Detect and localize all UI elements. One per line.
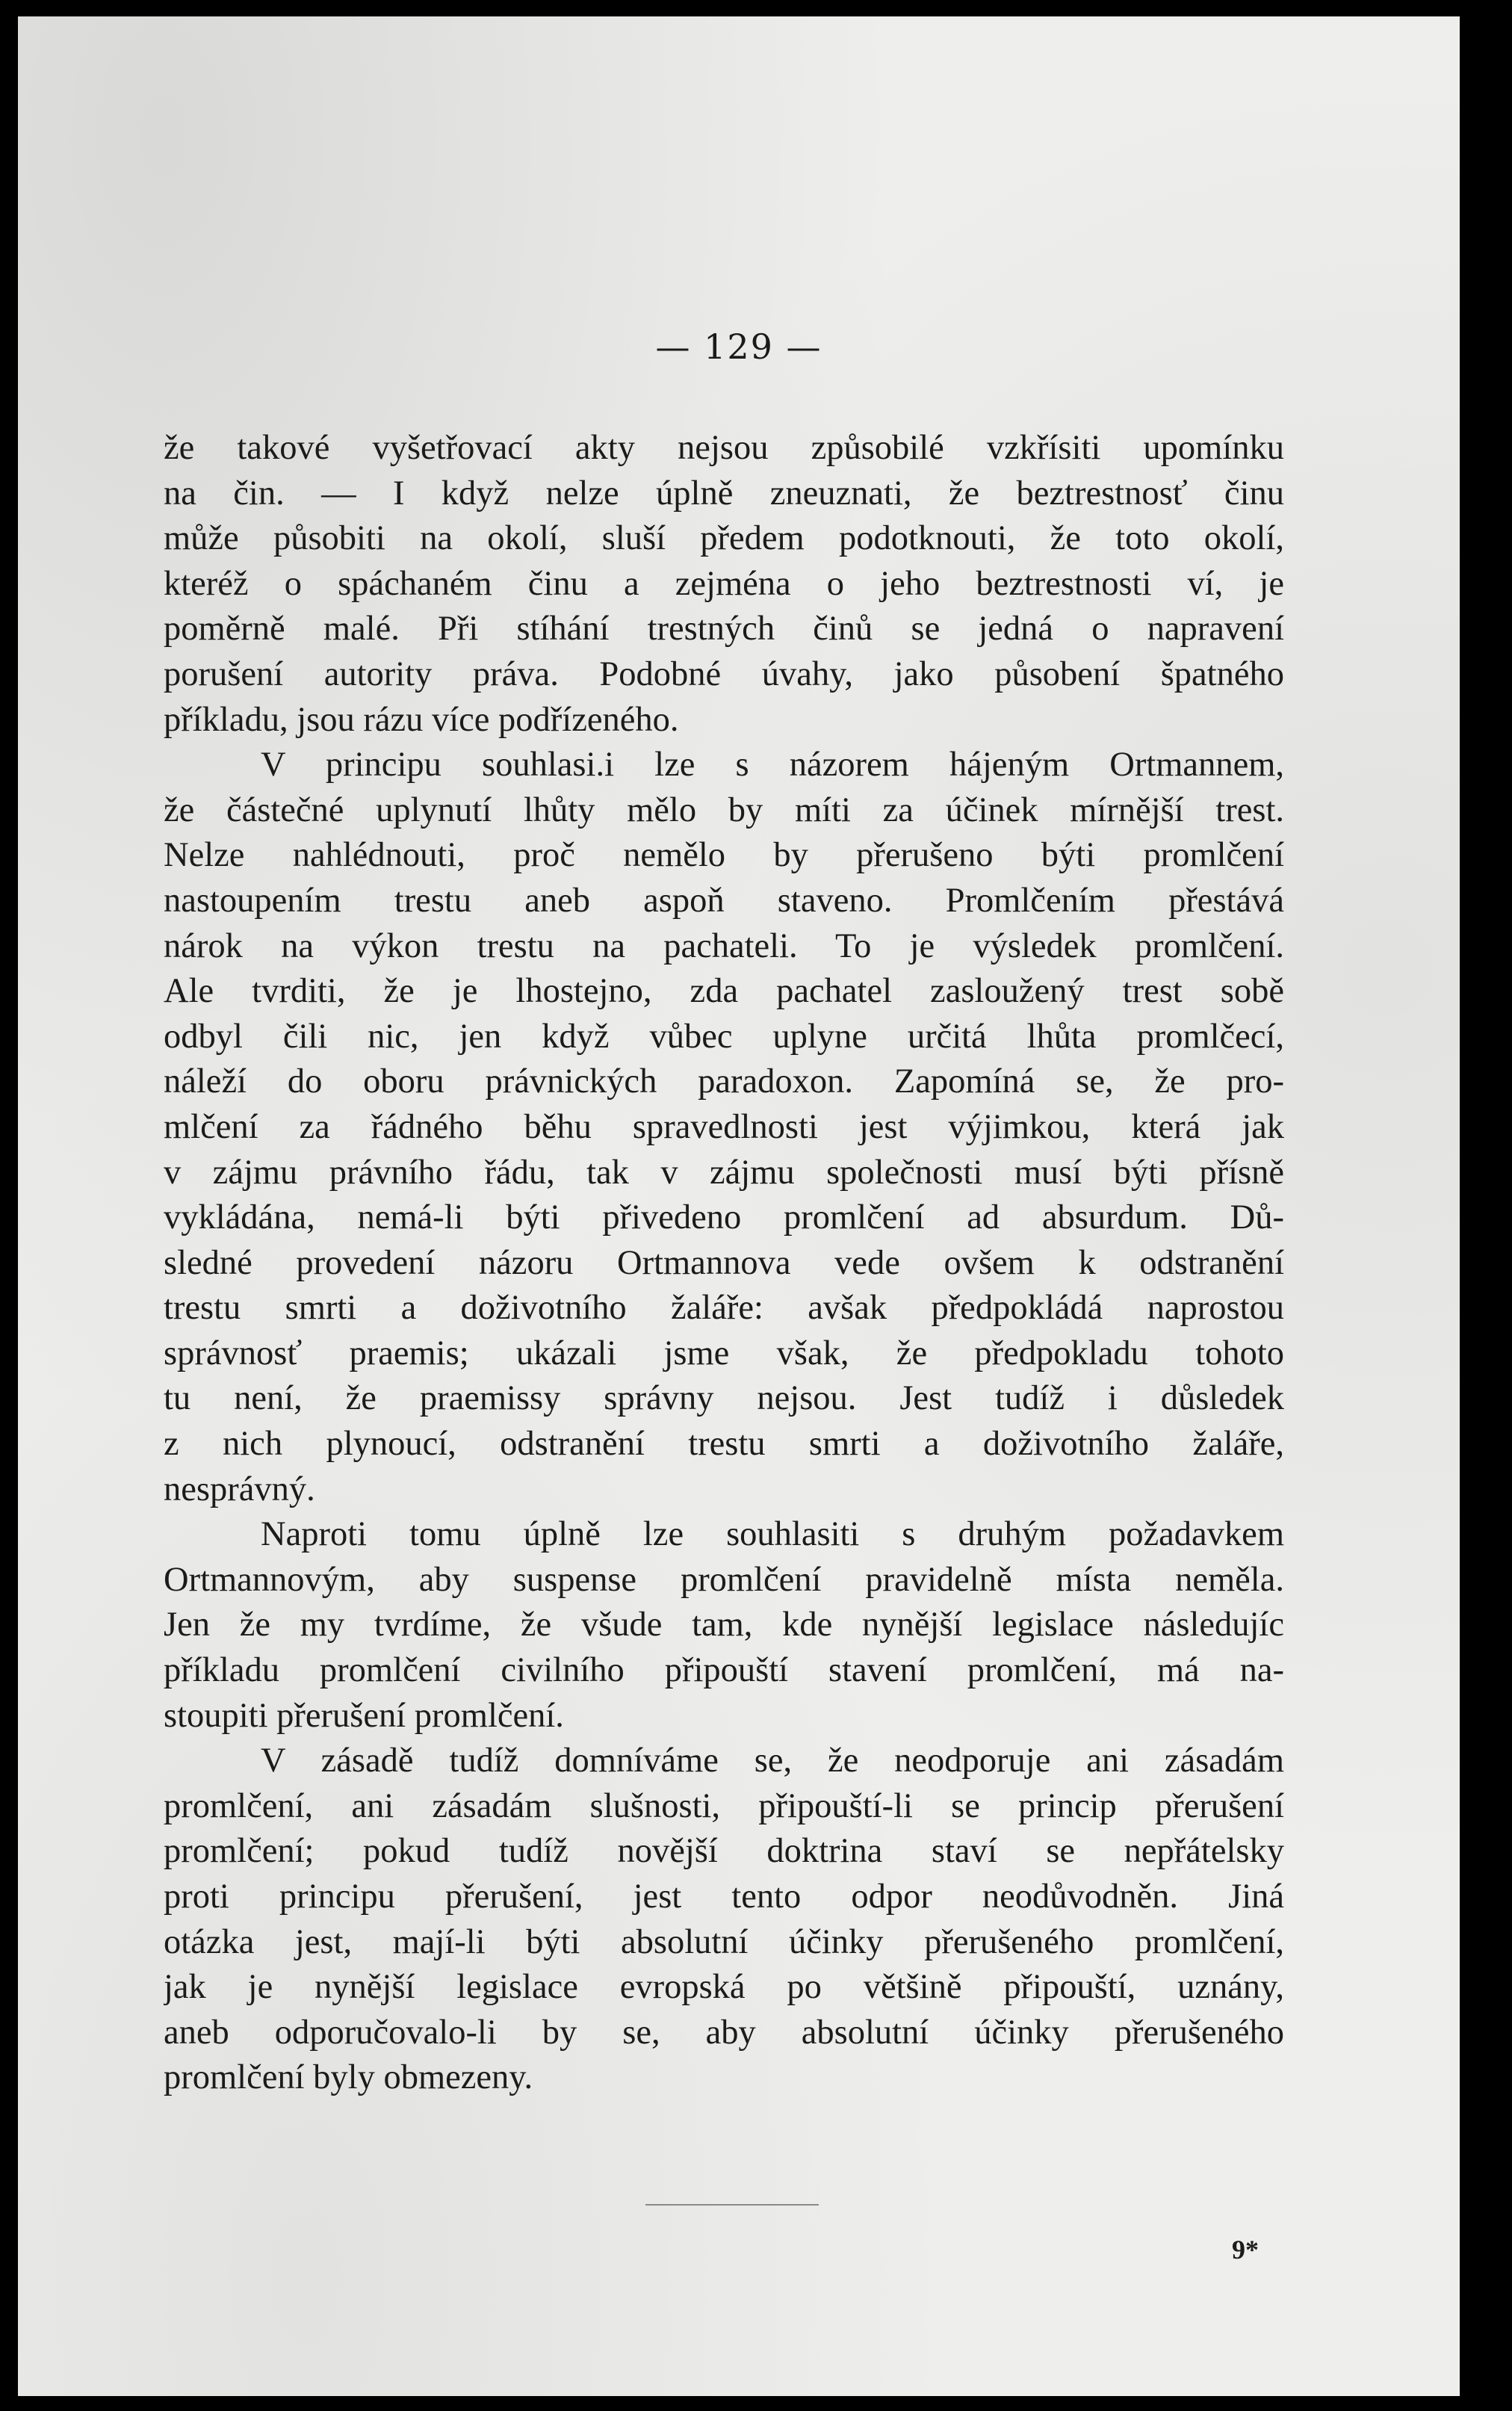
text-line: V principu souhlasi.i lze s názorem hájeným Ortmannem, bbox=[261, 746, 1284, 784]
text-line: z nich plynoucí, odstranění trestu smrti a doživotního žaláře, bbox=[164, 1425, 1284, 1464]
text-line: nesprávný. bbox=[164, 1470, 315, 1508]
text-line: příkladu, jsou rázu více podřízeného. bbox=[164, 700, 679, 739]
text-line: promlčení byly obmezeny. bbox=[164, 2058, 533, 2097]
text-line: promlčení, ani zásadám slušnosti, připouští-li se princip přerušení bbox=[164, 1786, 1284, 1825]
paragraph-2 bbox=[164, 743, 1284, 1512]
text-line: otázka jest, mají-li býti absolutní účinky přerušeného promlčení, bbox=[164, 1922, 1284, 1961]
footer-rule bbox=[645, 2204, 819, 2206]
text-line: aneb odporučovalo-li by se, aby absolutní účinky přerušeného bbox=[164, 2013, 1284, 2052]
text-line: na čin. — I když nelze úplně zneuznati, že beztrestnosť činu bbox=[164, 474, 1284, 513]
page-number: — 129 — bbox=[655, 326, 822, 367]
body-text bbox=[164, 426, 1284, 2101]
text-line: příkladu promlčení civilního připouští stavení promlčení, má na- bbox=[164, 1651, 1284, 1690]
text-line: mlčení za řádného běhu spravedlnosti jest výjimkou, která jak bbox=[164, 1107, 1284, 1146]
text-line: Ale tvrditi, že je lhostejno, zda pachatel zasloužený trest sobě bbox=[164, 972, 1284, 1011]
text-line: že částečné uplynutí lhůty mělo by míti za účinek mírnější trest. bbox=[164, 790, 1284, 829]
text-line: kteréž o spáchaném činu a zejména o jeho beztrestnosti ví, je bbox=[164, 564, 1284, 603]
book-page bbox=[18, 16, 1460, 2396]
text-line: že takové vyšetřovací akty nejsou způsobilé vzkřísiti upomínku bbox=[164, 429, 1284, 467]
text-line: promlčení; pokud tudíž novější doktrina staví se nepřátelsky bbox=[164, 1832, 1284, 1871]
text-line: jak je nynější legislace evropská po většině připouští, uznány, bbox=[164, 1968, 1284, 2007]
text-line: trestu smrti a doživotního žaláře: avšak předpokládá naprostou bbox=[164, 1289, 1284, 1328]
text-line: může působiti na okolí, sluší předem podotknouti, že toto okolí, bbox=[164, 519, 1284, 558]
text-line: nastoupením trestu aneb aspoň staveno. Promlčením přestává bbox=[164, 881, 1284, 920]
text-line: Jen že my tvrdíme, že všude tam, kde nynější legislace následujíc bbox=[164, 1606, 1284, 1644]
text-line: stoupiti přerušení promlčení. bbox=[164, 1696, 564, 1735]
signature-mark: 9* bbox=[1232, 2235, 1259, 2265]
text-line: proti principu přerušení, jest tento odpor neodůvodněn. Jiná bbox=[164, 1878, 1284, 1916]
text-line: správnosť praemis; ukázali jsme však, že předpokladu tohoto bbox=[164, 1334, 1284, 1372]
text-line: vykládána, nemá-li býti přivedeno promlčení ad absurdum. Dů- bbox=[164, 1198, 1284, 1237]
text-line: sledné provedení názoru Ortmannova vede ovšem k odstranění bbox=[164, 1243, 1284, 1282]
text-line: Ortmannovým, aby suspense promlčení pravidelně místa neměla. bbox=[164, 1560, 1284, 1599]
text-line: v zájmu právního řádu, tak v zájmu společnosti musí býti přísně bbox=[164, 1153, 1284, 1192]
text-line: Naproti tomu úplně lze souhlasiti s druhým požadavkem bbox=[261, 1515, 1284, 1554]
paragraph-3 bbox=[164, 1512, 1284, 1739]
text-line: poměrně malé. Při stíhání trestných činů se jedná o napravení bbox=[164, 610, 1284, 649]
text-line: V zásadě tudíž domníváme se, že neodporuje ani zásadám bbox=[261, 1742, 1284, 1780]
text-line: Nelze nahlédnouti, proč nemělo by přerušeno býti promlčení bbox=[164, 836, 1284, 875]
paragraph-4 bbox=[164, 1739, 1284, 2101]
paragraph-1 bbox=[164, 426, 1284, 743]
text-line: náleží do oboru právnických paradoxon. Zapomíná se, že pro- bbox=[164, 1062, 1284, 1101]
text-line: porušení autority práva. Podobné úvahy, jako působení špatného bbox=[164, 654, 1284, 693]
text-line: tu není, že praemissy správny nejsou. Jest tudíž i důsledek bbox=[164, 1379, 1284, 1418]
text-line: nárok na výkon trestu na pachateli. To je výsledek promlčení. bbox=[164, 926, 1284, 965]
text-line: odbyl čili nic, jen když vůbec uplyne určitá lhůta promlčecí, bbox=[164, 1017, 1284, 1056]
